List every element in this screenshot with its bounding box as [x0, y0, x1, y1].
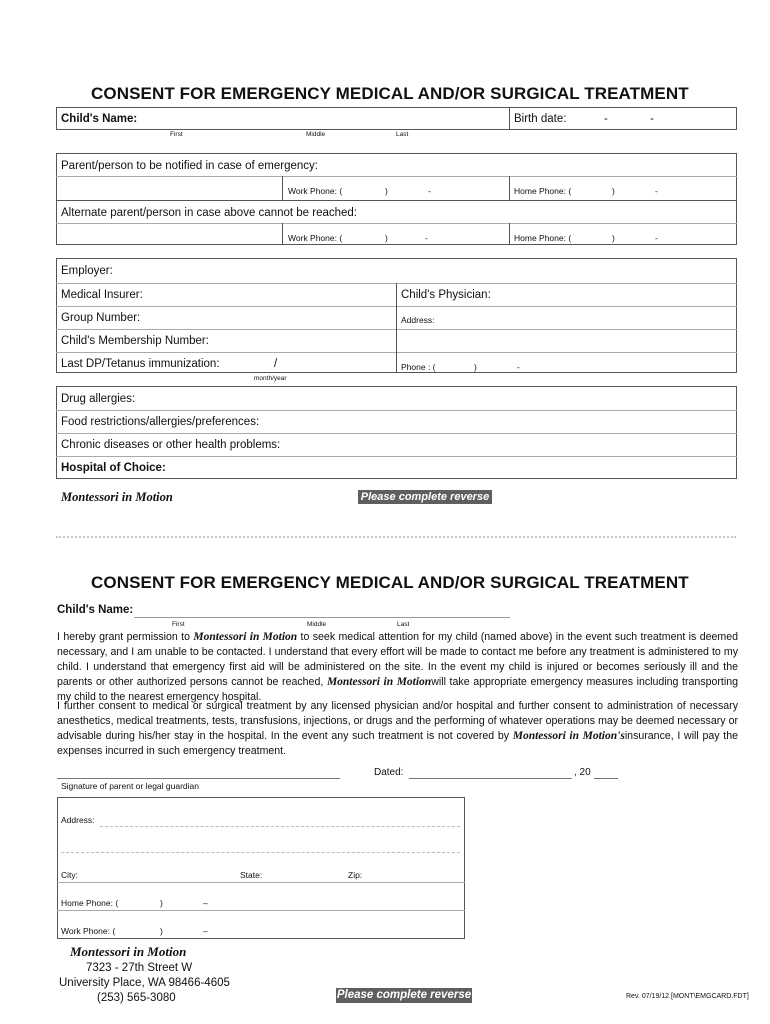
paren-close: )	[612, 233, 615, 243]
tetanus-slash: /	[274, 358, 278, 370]
divider	[56, 223, 737, 224]
alternate-home-phone-label: Home Phone: (	[514, 233, 572, 243]
perforation-line	[56, 536, 736, 538]
child-name-box	[56, 107, 737, 130]
signature-line[interactable]	[57, 778, 340, 779]
last-name-hint: Last	[396, 131, 409, 138]
physician-address-label: Address:	[401, 315, 435, 325]
first-name-hint: First	[172, 621, 185, 628]
food-restrictions-label: Food restrictions/allergies/preferences:	[61, 416, 260, 428]
divider	[509, 176, 510, 200]
address-line-2[interactable]	[61, 852, 460, 853]
address-label: Address:	[61, 815, 95, 825]
footer-city: University Place, WA 98466-4605	[59, 977, 230, 989]
group-number-label: Group Number:	[61, 312, 141, 324]
footer-street: 7323 - 27th Street W	[86, 962, 193, 974]
divider	[509, 223, 510, 245]
parent-home-phone-label: Home Phone: (	[514, 186, 572, 196]
state-label: State:	[240, 870, 263, 880]
please-complete-reverse-badge: Please complete reverse	[358, 490, 492, 504]
date-line[interactable]	[409, 778, 572, 779]
divider	[57, 910, 465, 911]
dated-label: Dated:	[374, 767, 404, 778]
membership-label: Child's Membership Number:	[61, 335, 209, 347]
last-name-hint: Last	[397, 621, 410, 628]
bottom-child-name-label: Child's Name:	[57, 604, 134, 616]
paren-close: )	[385, 186, 388, 196]
child-name-line	[134, 617, 510, 618]
revision-code: Rev. 07/19/12 [MONT\EMGCARD.FDT]	[626, 993, 749, 1000]
birth-date-label: Birth date:	[514, 113, 567, 125]
divider	[282, 176, 283, 200]
divider	[282, 223, 283, 245]
signature-label: Signature of parent or legal guardian	[61, 781, 199, 791]
birth-date-sep-1: -	[604, 113, 608, 125]
address-line[interactable]	[100, 826, 460, 827]
alternate-work-phone-label: Work Phone: (	[288, 233, 343, 243]
phone-dash: –	[203, 926, 208, 936]
parent-label: Parent/person to be notified in case of emergency:	[61, 160, 318, 172]
divider	[396, 283, 397, 373]
hospital-label: Hospital of Choice:	[61, 462, 166, 474]
home-phone-label: Home Phone: (	[61, 898, 119, 908]
consent-paragraph-2: I further consent to medical or surgical treatment by any licensed physician and/or hospital and further consent to administration of necessary anesthetics, medical treatments, tests, transfusions, injections, or drugs and the performing of whatever operations may be deemed necessary or advisable during his/her stay in the hospital. In the event any such treatment is not covered by Montessori in Motion'sinsurance, I will pay the expenses incurred in such emergency treatment.	[57, 700, 738, 757]
year-line[interactable]	[594, 778, 618, 779]
parent-work-phone-label: Work Phone: (	[288, 186, 343, 196]
footer-phone: (253) 565-3080	[97, 992, 176, 1004]
divider	[56, 176, 737, 177]
work-phone-label: Work Phone: (	[61, 926, 116, 936]
phone-dash: -	[428, 186, 431, 196]
divider	[56, 456, 737, 457]
physician-phone-label: Phone : (	[401, 362, 436, 372]
top-title: CONSENT FOR EMERGENCY MEDICAL AND/OR SURGICAL TREATMENT	[91, 84, 689, 103]
phone-dash: –	[203, 898, 208, 908]
tetanus-hint: month/year	[254, 375, 287, 382]
paren-close: )	[612, 186, 615, 196]
brand-inline: Montessori in Motion's	[512, 730, 625, 742]
please-complete-reverse-badge: Please complete reverse	[336, 989, 472, 1001]
phone-dash: -	[655, 233, 658, 243]
footer-brand: Montessori in Motion	[70, 944, 187, 959]
zip-label: Zip:	[348, 870, 363, 880]
physician-label: Child's Physician:	[401, 289, 491, 301]
consent-paragraph-1: I hereby grant permission to Montessori in Motion to seek medical attention for my child (named above) in the event such treatment is deemed necessary, and I am unable to be contacted. I understand that every effort will be made to contact me before any treatment is administered to my child. I understand that emergency first aid will be administered on the site. In the event my child is injured or becomes seriously ill and the parents or other authorized persons cannot be reached, Montessori in Motionwill take appropriate emergency measures including transporting my child to the nearest emergency hospital.	[57, 631, 739, 703]
paren-close: )	[474, 362, 477, 372]
paren-close: )	[385, 233, 388, 243]
divider	[56, 200, 737, 201]
bottom-title: CONSENT FOR EMERGENCY MEDICAL AND/OR SURGICAL TREATMENT	[91, 573, 689, 592]
brand-inline: Montessori in Motion	[326, 676, 432, 688]
chronic-diseases-label: Chronic diseases or other health problems:	[61, 439, 281, 451]
drug-allergies-label: Drug allergies:	[61, 393, 136, 405]
birth-date-sep-2: -	[650, 113, 654, 125]
middle-name-hint: Middle	[306, 131, 326, 138]
alternate-label: Alternate parent/person in case above cannot be reached:	[61, 207, 358, 219]
phone-dash: -	[517, 362, 520, 372]
divider	[509, 107, 510, 130]
paren-close: )	[160, 898, 163, 908]
year-prefix: , 20	[574, 767, 591, 778]
paren-close: )	[160, 926, 163, 936]
tetanus-label: Last DP/Tetanus immunization:	[61, 358, 220, 370]
phone-dash: -	[655, 186, 658, 196]
city-label: City:	[61, 870, 78, 880]
divider	[56, 433, 737, 434]
middle-name-hint: Middle	[307, 621, 327, 628]
address-box	[57, 797, 465, 939]
divider	[57, 882, 465, 883]
brand-logo: Montessori in Motion	[61, 490, 173, 504]
employer-label: Employer:	[61, 265, 113, 277]
first-name-hint: First	[170, 131, 183, 138]
brand-inline: Montessori in Motion	[193, 631, 298, 643]
phone-dash: -	[425, 233, 428, 243]
divider	[56, 410, 737, 411]
insurer-label: Medical Insurer:	[61, 289, 143, 301]
child-name-label: Child's Name:	[61, 113, 138, 125]
